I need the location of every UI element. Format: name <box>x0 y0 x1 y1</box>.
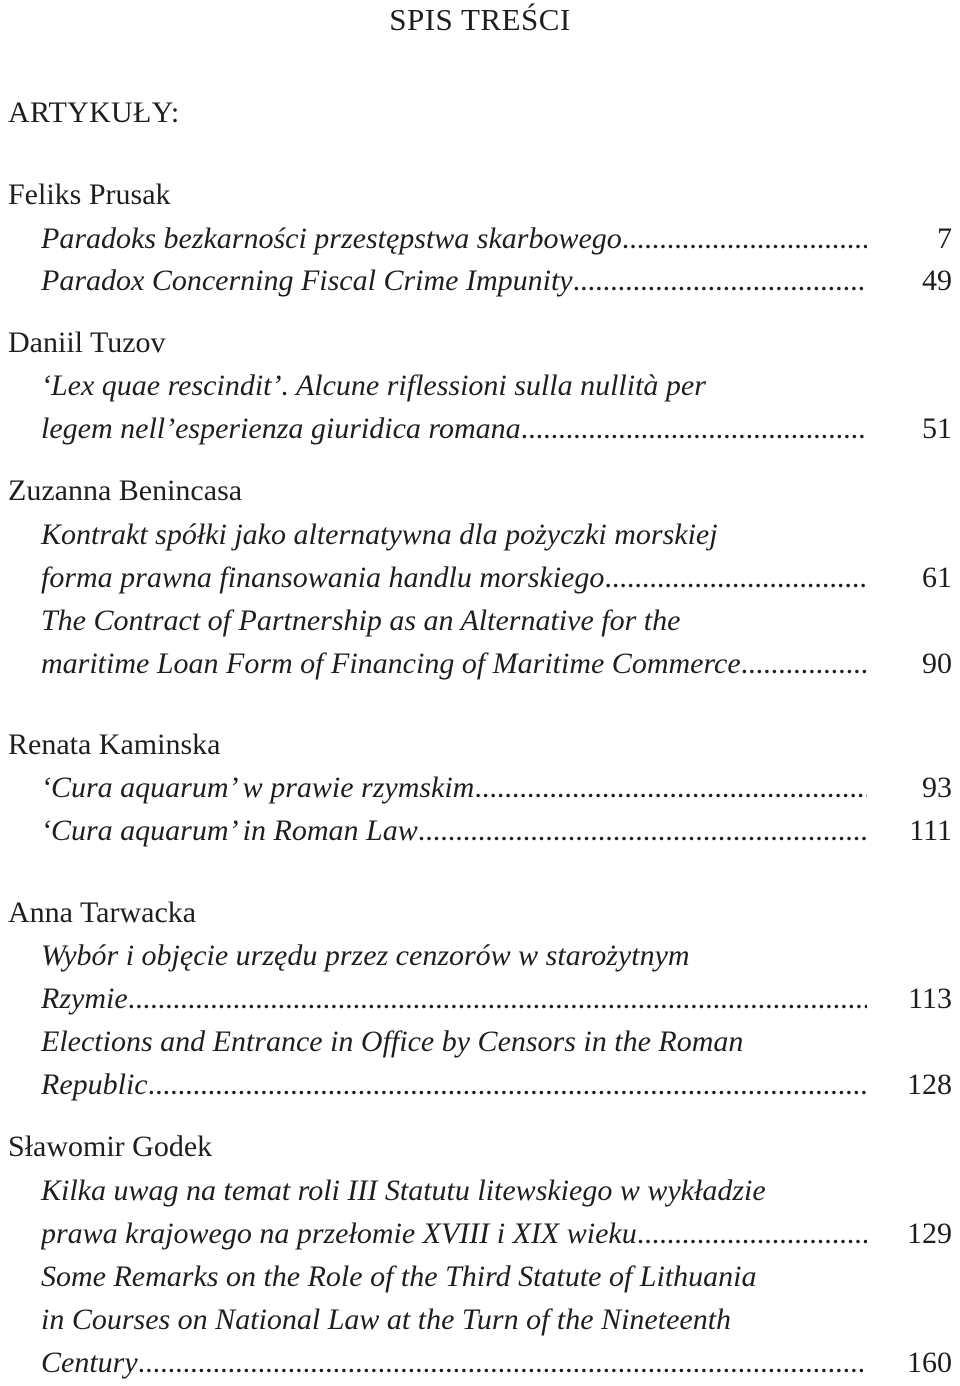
article-title: Paradoks bezkarności przestępstwa skarbowego <box>41 222 622 255</box>
author-name: Sławomir Godek <box>8 1130 213 1163</box>
page-number: 160 <box>907 1346 952 1379</box>
article-title: Rzymie <box>41 982 128 1015</box>
dot-leader <box>637 1216 867 1252</box>
article-title: legem nell’esperienza giuridica romana <box>41 412 521 445</box>
dot-leader <box>741 646 867 682</box>
article-title: Elections and Entrance in Office by Censors in the Roman <box>41 1025 744 1058</box>
page-number: 128 <box>907 1068 952 1101</box>
page-title: SPIS TREŚCI <box>389 2 571 37</box>
page-number: 90 <box>922 647 952 680</box>
article-title: ‘Cura aquarum’ w prawie rzymskim <box>41 771 475 804</box>
dot-leader <box>521 411 867 447</box>
article-title: in Courses on National Law at the Turn of the Nineteenth <box>41 1303 732 1336</box>
toc-entry-line[interactable] <box>41 221 867 257</box>
toc-entry-line[interactable] <box>41 411 867 447</box>
toc-entry-line[interactable] <box>41 981 867 1017</box>
dot-leader <box>604 560 867 596</box>
article-title: Republic <box>41 1068 148 1101</box>
dot-leader <box>622 221 867 257</box>
page-number: 129 <box>907 1217 952 1250</box>
article-title: maritime Loan Form of Financing of Maritime Commerce <box>41 647 741 680</box>
page-number: 111 <box>909 814 952 847</box>
article-title: ‘Lex quae rescindit’. Alcune riflessioni sulla nullità per <box>41 369 706 402</box>
author-name: Anna Tarwacka <box>8 896 197 929</box>
toc-entry-line[interactable] <box>41 770 867 806</box>
page-number: 49 <box>922 264 952 297</box>
toc-entry-line[interactable] <box>41 263 867 299</box>
toc-entry-line[interactable] <box>41 1067 867 1103</box>
toc-entry-line[interactable] <box>41 560 867 596</box>
article-title: Some Remarks on the Role of the Third Statute of Lithuania <box>41 1260 757 1293</box>
dot-leader <box>418 813 867 849</box>
article-title: prawa krajowego na przełomie XVIII i XIX wieku <box>41 1217 637 1250</box>
dot-leader <box>148 1067 867 1103</box>
dot-leader <box>573 263 867 299</box>
author-name: Daniil Tuzov <box>8 326 166 359</box>
author-name: Feliks Prusak <box>8 178 171 211</box>
article-title: Kilka uwag na temat roli III Statutu litewskiego w wykładzie <box>41 1174 766 1207</box>
toc-entry-line[interactable] <box>41 1216 867 1252</box>
toc-entry-line[interactable] <box>41 1345 867 1381</box>
article-title: forma prawna finansowania handlu morskiego <box>41 561 605 594</box>
article-title: ‘Cura aquarum’ in Roman Law <box>41 814 418 847</box>
article-title: The Contract of Partnership as an Alternative for the <box>41 604 681 637</box>
dot-leader <box>128 981 867 1017</box>
toc-entry-line[interactable] <box>41 646 867 682</box>
article-title: Wybór i objęcie urzędu przez cenzorów w starożytnym <box>41 939 690 972</box>
dot-leader <box>474 770 867 806</box>
article-title: Century <box>41 1346 138 1379</box>
toc-entry-line[interactable] <box>41 813 867 849</box>
section-heading: ARTYKUŁY: <box>8 96 180 129</box>
dot-leader <box>138 1345 867 1381</box>
author-name: Zuzanna Benincasa <box>8 474 243 507</box>
author-name: Renata Kaminska <box>8 728 221 761</box>
page-number: 51 <box>922 412 952 445</box>
article-title: Kontrakt spółki jako alternatywna dla pożyczki morskiej <box>41 518 718 551</box>
page-number: 7 <box>937 222 952 255</box>
page-number: 113 <box>908 982 952 1015</box>
page-number: 61 <box>922 561 952 594</box>
page-number: 93 <box>922 771 952 804</box>
article-title: Paradox Concerning Fiscal Crime Impunity <box>41 264 573 297</box>
